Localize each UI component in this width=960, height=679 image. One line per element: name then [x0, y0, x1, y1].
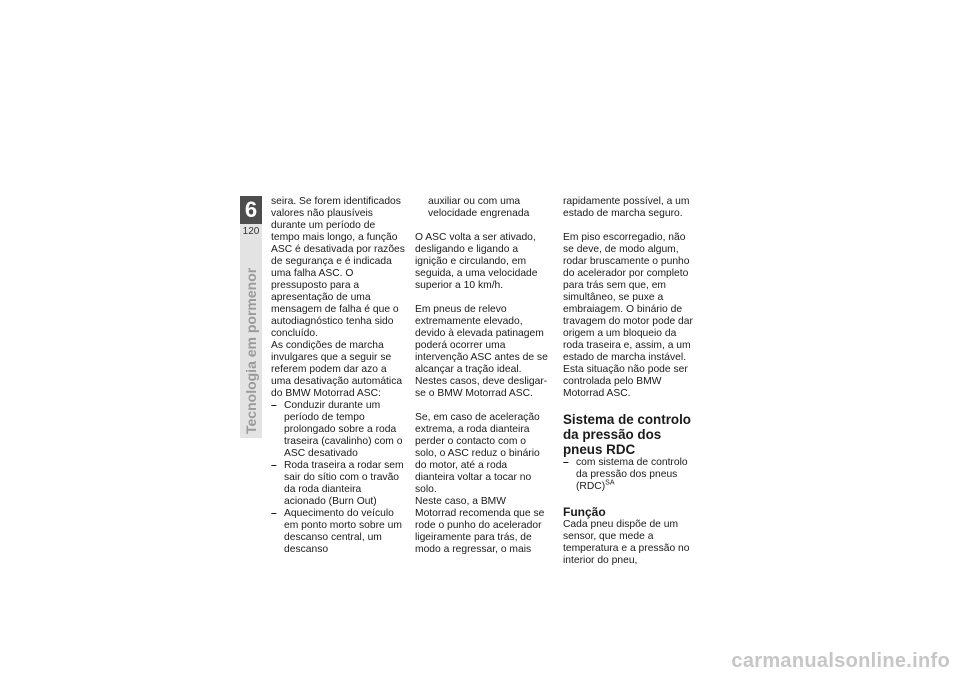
text-column-1 — [271, 196, 405, 556]
condition-list — [271, 400, 405, 556]
list-item-text: com sistema de controlo da pressão dos pneus (RDC) — [576, 457, 688, 492]
paragraph: Se, em caso de aceleração extrema, a roda dianteira perder o contacto com o solo, o ASC reduz o binário do motor, até a roda dianteira voltar a tocar no solo. — [415, 412, 540, 495]
list-item-continuation: auxiliar ou com uma velocidade engrenada — [428, 196, 530, 219]
chapter-title: Tecnologia em pormenor — [243, 267, 259, 434]
paragraph: rapidamente possível, a um estado de marcha seguro. — [563, 196, 690, 219]
page-number: 120 — [242, 226, 260, 237]
list-item — [563, 457, 697, 493]
paragraph: O ASC volta a ser ativado, desligando e ligando a ignição e circulando, em seguida, a uma velocidade superior a 10 km/h. — [415, 232, 538, 291]
paragraph: seira. Se forem identificados valores não plausíveis durante um período de tempo mais longo, a função ASC é desativada por razões de segurança e é indicada uma falha ASC. O pressuposto para a apresentação de uma mensagem de falha é que o autodiagnóstico tenha sido concluído. — [271, 196, 405, 339]
section-heading: Sistema de controlo da pressão dos pneus RDC — [563, 412, 691, 457]
list-item: – Roda traseira a rodar sem sair do sítio com o travão da roda dianteira acionado (Burn Out) — [271, 460, 405, 508]
equipment-list — [563, 457, 697, 493]
paragraph: Neste caso, a BMW Motorrad recomenda que se rode o punho do acelerador ligeiramente para trás, de modo a regressar, o mais — [415, 496, 545, 555]
watermark: carmanualsonline.info — [731, 650, 950, 672]
list-item: – Conduzir durante um período de tempo prolongado sobre a roda traseira (cavalinho) com o ASC desativado — [271, 400, 405, 460]
text-column-3 — [563, 196, 697, 567]
paragraph: As condições de marcha invulgares que a seguir se referem podem dar azo a uma desativação automática do BMW Motorrad ASC: — [271, 340, 403, 399]
special-equipment-mark: SA — [605, 479, 615, 487]
list-item: – Aquecimento do veículo em ponto morto sobre um descanso central, um descanso — [271, 508, 405, 556]
paragraph: Cada pneu dispõe de um sensor, que mede a temperatura e a pressão no interior do pneu, — [563, 519, 690, 566]
chapter-number: 6 — [240, 196, 262, 224]
paragraph: Em pneus de relevo extremamente elevado, devido à elevada patinagem poderá ocorrer uma intervenção ASC antes de se alcançar a tração ideal. Nestes casos, deve desligar-se o BMW Motorrad ASC. — [415, 304, 548, 399]
text-column-2 — [415, 196, 549, 556]
subsection-heading: Função — [563, 505, 606, 519]
paragraph: Em piso escorregadio, não se deve, de modo algum, rodar bruscamente o punho do acelerador por completo para trás sem que, em simultâneo, se puxe a embraiagem. O binário de travagem do motor pode dar origem a um bloqueio da roda traseira e, assim, a um estado de marcha instável. Esta situação não pode ser controlada pelo BMW Motorrad ASC. — [563, 232, 693, 399]
